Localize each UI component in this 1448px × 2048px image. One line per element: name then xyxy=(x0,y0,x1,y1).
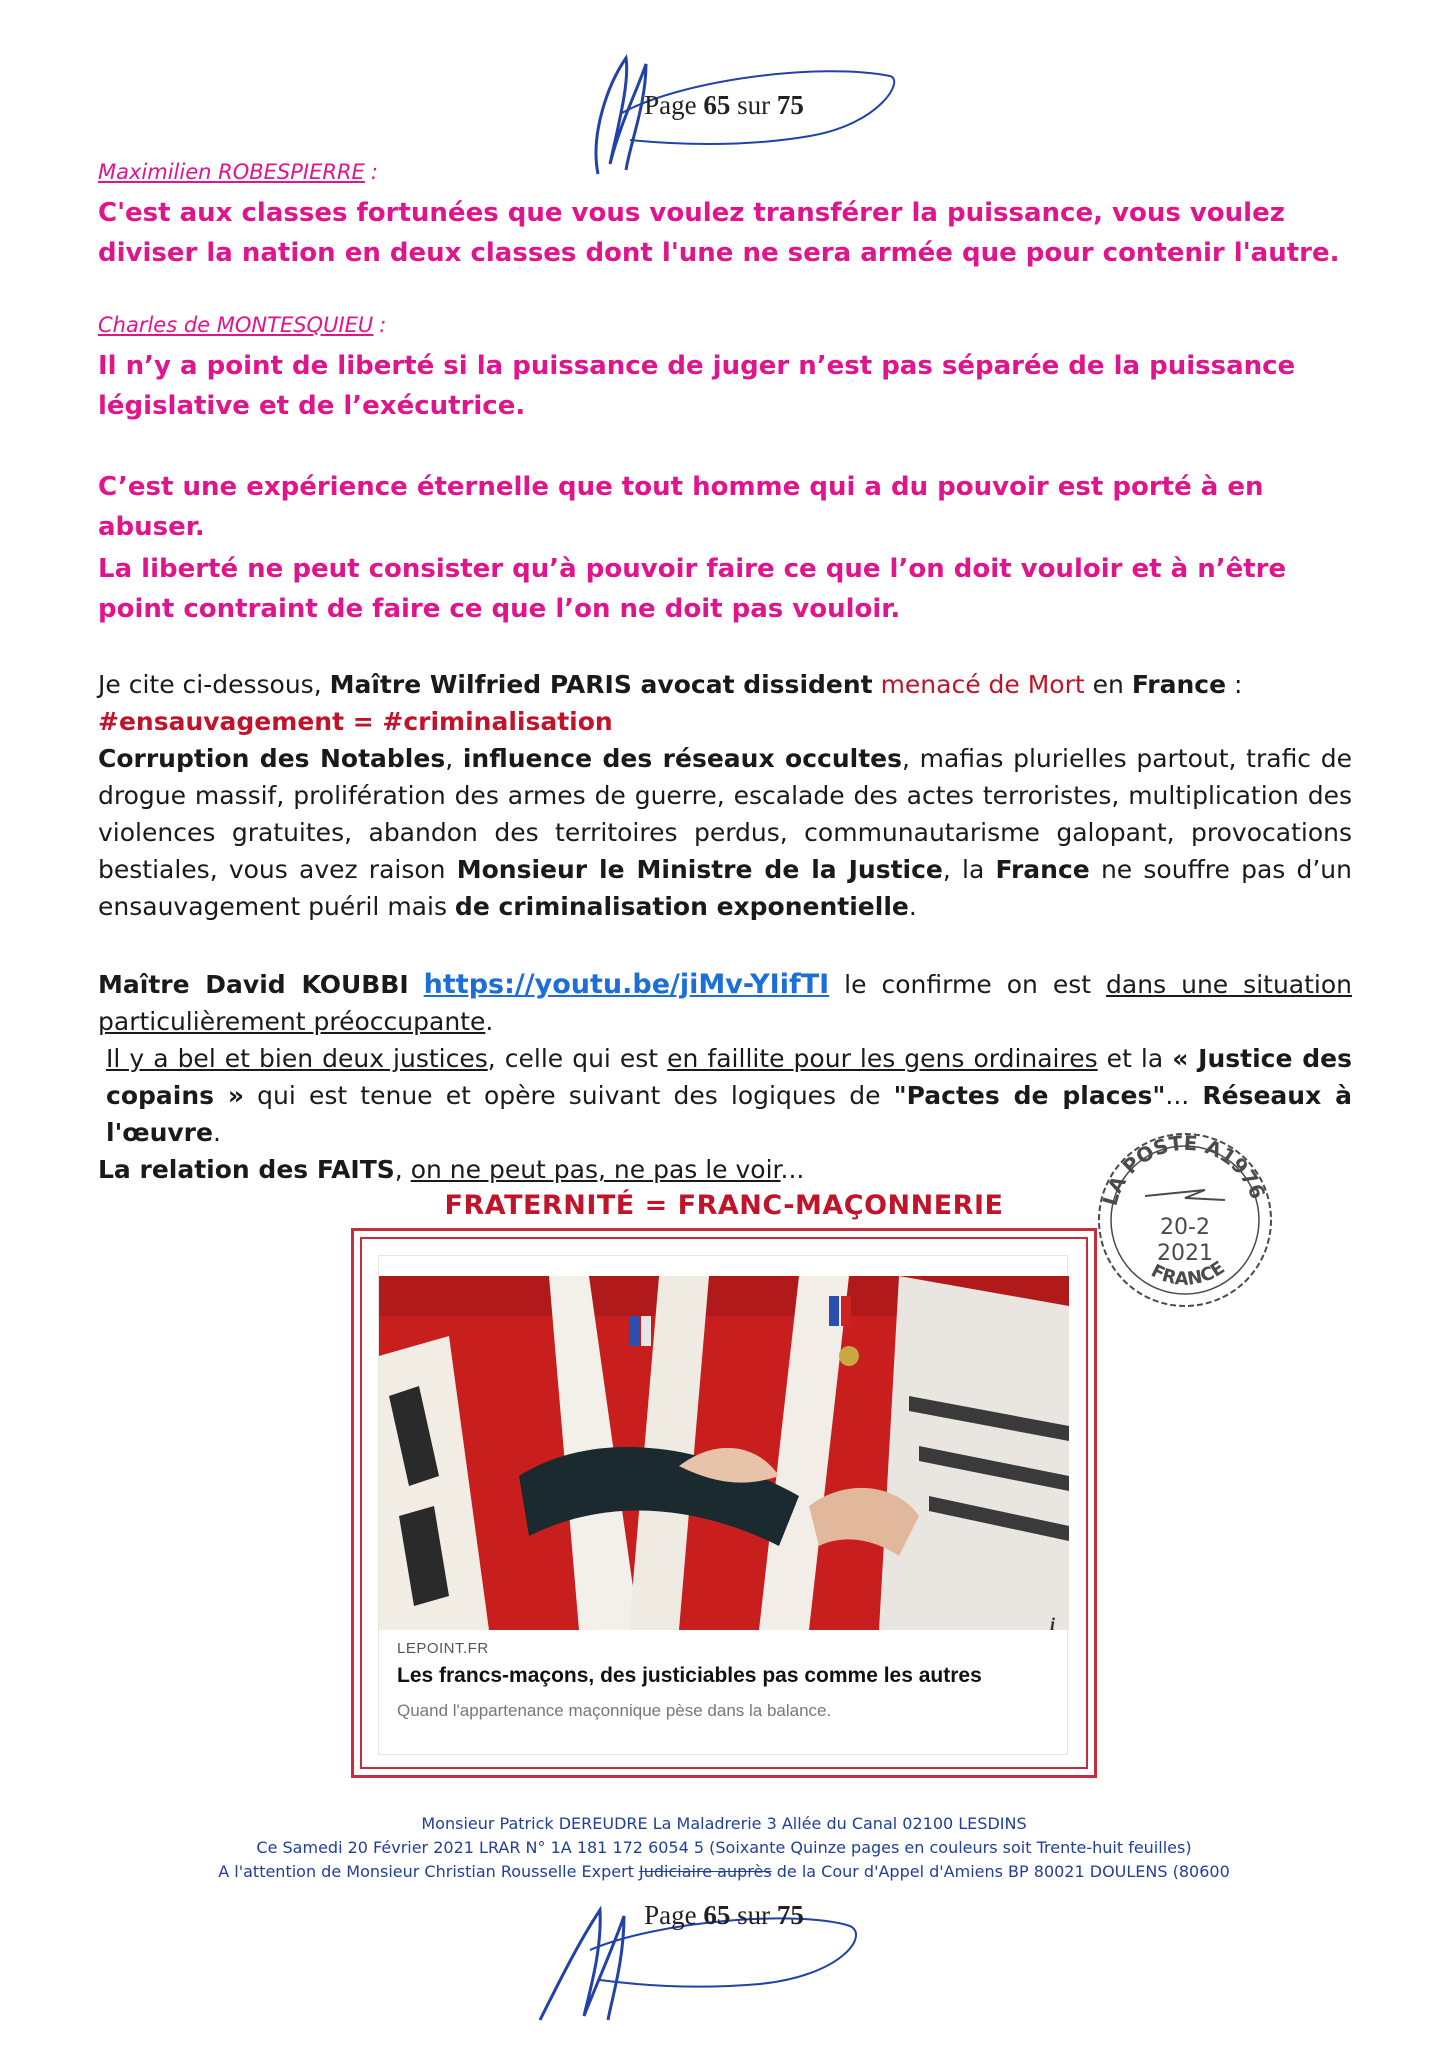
citation-paragraph: Corruption des Notables, influence des réseaux occultes, mafias plurielles partout, trafic de drogue massif, prolifération des armes de guerre, escalade des actes terroristes, multiplication des violences gratuites, abandon des territoires perdus, communautarisme galopant, provocations bestiales, vous avez raison Monsieur le Ministre de la Justice, la France ne souffre pas d’un ensauvagement puéril mais de criminalisation exponentielle. xyxy=(98,744,1352,921)
article-source: LEPOINT.FR xyxy=(397,1640,489,1657)
quote-author-robespierre: Maximilien ROBESPIERRE : xyxy=(98,160,378,184)
footer-line-1: Monsieur Patrick DEREUDRE La Maladrerie 3 Allée du Canal 02100 LESDINS xyxy=(421,1814,1027,1833)
footer-address xyxy=(0,1812,1448,1884)
quote-montesquieu-1: Il n’y a point de liberté si la puissance de juger n’est pas séparée de la puissance législative et de l’exécutrice. xyxy=(98,351,1296,421)
quote-montesquieu-3: La liberté ne peut consister qu’à pouvoir faire ce que l’on doit vouloir et à n’être point contraint de faire ce que l’on ne doit pas vouloir. xyxy=(98,554,1287,624)
quote-author-montesquieu: Charles de MONTESQUIEU : xyxy=(98,313,387,337)
stamp-top-text: LA POSTE A1976 xyxy=(1097,1130,1271,1209)
frame-title: FRATERNITÉ = FRANC-MAÇONNERIE xyxy=(444,1190,1004,1221)
citation-paris xyxy=(98,666,1352,925)
article-title[interactable]: Les francs-maçons, des justiciables pas comme les autres xyxy=(397,1664,982,1687)
stamp-date-1: 20-2 xyxy=(1160,1215,1210,1240)
youtube-link[interactable]: https://youtu.be/jiMv-YIifTI xyxy=(423,969,830,1000)
info-icon[interactable]: i xyxy=(1049,1614,1055,1634)
footer-line-3: A l'attention de Monsieur Christian Rousselle Expert Judiciaire auprès de la Cour d'Appel d'Amiens BP 80021 DOULENS (80600 xyxy=(218,1862,1230,1881)
citation-hashtag: #ensauvagement = #criminalisation xyxy=(98,707,613,736)
quote-montesquieu-2: C’est une expérience éternelle que tout homme qui a du pouvoir est porté à en abuser. xyxy=(98,472,1264,542)
page-number-bottom: Page 65 sur 75 xyxy=(644,1900,804,1930)
citation-intro-line: Je cite ci-dessous, Maître Wilfried PARIS avocat dissident menacé de Mort en France : xyxy=(98,670,1243,699)
footer-line-2: Ce Samedi 20 Février 2021 LRAR N° 1A 181 172 6054 5 (Soixante Quinze pages en couleurs soit Trente-huit feuilles) xyxy=(256,1838,1192,1857)
article-subtitle: Quand l'appartenance maçonnique pèse dans la balance. xyxy=(397,1701,832,1720)
stamp-date-2: 2021 xyxy=(1157,1241,1213,1266)
quote-robespierre: C'est aux classes fortunées que vous voulez transférer la puissance, vous voulez diviser la nation en deux classes dont l'une ne sera armée que pour contenir l'autre. xyxy=(98,198,1340,268)
page-number-top: Page 65 sur 75 xyxy=(644,90,804,120)
article-card[interactable] xyxy=(378,1255,1068,1755)
article-image-robes xyxy=(379,1276,1069,1630)
stamp-bottom-text: FRANCE xyxy=(1147,1257,1229,1290)
koubbi-paragraph: Maître David KOUBBI https://youtu.be/jiMv-YIifTI le confirme on est dans une situation particulièrement préoccupante. Il y a bel et bien deux justices, celle qui est en faillite pour les gens ordinaires et la « Justice des copains » qui est tenue et opère suivant des logiques de "Pactes de places"... Réseaux à l'œuvre. La relation des FAITS, on ne peut pas, ne pas le voir... xyxy=(98,969,1352,1184)
